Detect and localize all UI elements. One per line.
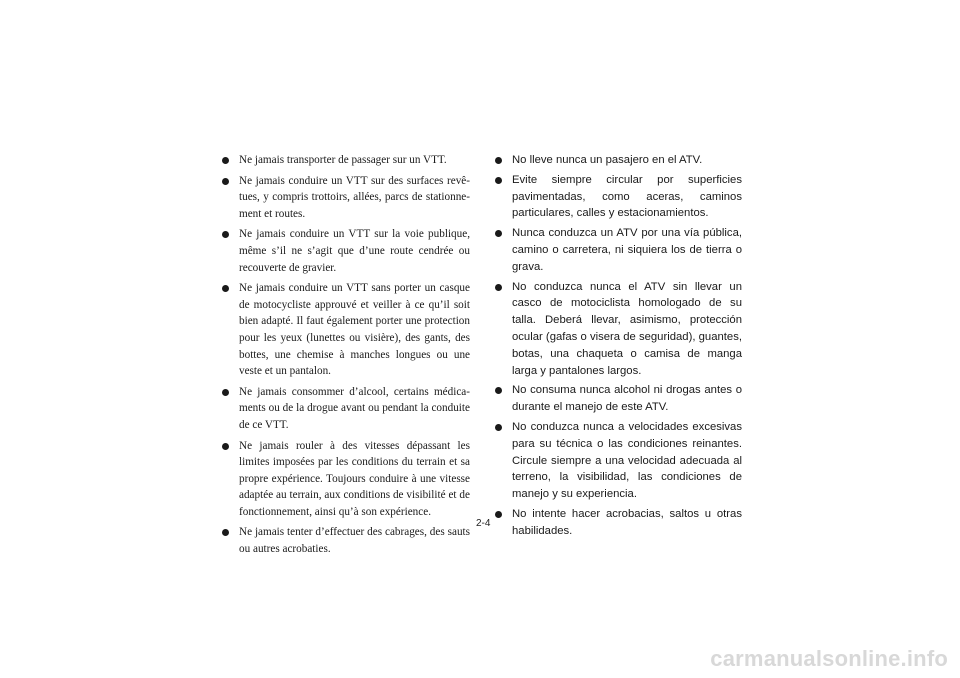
- list-item: [495, 172, 742, 222]
- list-item-text: Ne jamais conduire un VTT sans porter un casque de motocycliste approuvé et veiller à ce qu’il soit bien adapté. Il faut également porter une protection pour les yeux (lunettes ou visière), des gants, des bottes, une chemise à manches longues ou une veste et un pantalon.: [239, 282, 470, 378]
- bullet-icon: [495, 387, 502, 394]
- list-item-text: Ne jamais tenter d’effectuer des cabrages, des sauts ou autres acrobaties.: [239, 526, 470, 556]
- list-item: [222, 438, 470, 521]
- bullet-icon: [495, 157, 502, 164]
- list-item: [222, 226, 470, 276]
- bullet-icon: [495, 511, 502, 518]
- list-item: [222, 152, 470, 169]
- list-item-text: Ne jamais conduire un VTT sur des surfaces revêtues, y compris trottoirs, allées, parcs de stationnement et routes.: [239, 174, 470, 220]
- bullet-icon: [222, 443, 229, 450]
- bullet-icon: [222, 157, 229, 164]
- list-item-text: Ne jamais transporter de passager sur un VTT.: [239, 154, 447, 166]
- spanish-warning-list: [495, 152, 742, 540]
- bullet-icon: [222, 285, 229, 292]
- bullet-icon: [495, 284, 502, 291]
- list-item-text: No conduzca nunca a velocidades excesivas para su técnica o las condiciones reinantes. Circule siempre a una velocidad adecuada al terreno, la visibilidad, las condiciones de manejo y su experiencia.: [512, 420, 742, 501]
- watermark: carmanualsonline.info: [710, 646, 948, 671]
- list-item: [495, 279, 742, 380]
- list-item-text: No intente hacer acrobacias, saltos u otras habilidades.: [512, 507, 742, 537]
- list-item: [495, 382, 742, 416]
- bullet-icon: [222, 178, 229, 185]
- list-item: [495, 506, 742, 540]
- bullet-icon: [222, 231, 229, 238]
- list-item-text: No lleve nunca un pasajero en el ATV.: [512, 154, 703, 166]
- list-item: [495, 419, 742, 503]
- bullet-icon: [495, 177, 502, 184]
- bullet-icon: [222, 529, 229, 536]
- spanish-column: [495, 152, 742, 543]
- bullet-icon: [222, 389, 229, 396]
- list-item-text: No conduzca nunca el ATV sin llevar un casco de motociclista homologado de su talla. Deberá llevar, asimismo, protección ocular (gafas o visera de seguridad), guantes, botas, una chaqueta o camisa de manga larga y pantalones largos.: [512, 280, 742, 377]
- page-number: 2-4: [476, 518, 491, 529]
- french-warning-list: [222, 152, 470, 558]
- list-item-text: No consuma nunca alcohol ni drogas antes o durante el manejo de este ATV.: [512, 384, 742, 414]
- list-item-text: Ne jamais consommer d’alcool, certains médicaments ou de la drogue avant ou pendant la conduite de ce VTT.: [239, 385, 470, 431]
- list-item: [495, 152, 742, 169]
- list-item-text: Evite siempre circular por superficies pavimentadas, como aceras, caminos particulares, calles y estacionamientos.: [512, 173, 742, 220]
- list-item-text: Ne jamais rouler à des vitesses dépassant les limites imposées par les conditions du terrain et sa propre expérience. Toujours conduire à une vitesse adaptée au terrain, aux conditions de visibilité et de fonctionnement, ainsi qu’à son expérience.: [239, 439, 470, 518]
- list-item: [222, 384, 470, 434]
- list-item: [222, 173, 470, 223]
- french-column: [222, 152, 470, 562]
- bullet-icon: [495, 230, 502, 237]
- bullet-icon: [495, 424, 502, 431]
- list-item: [222, 280, 470, 380]
- list-item: [222, 524, 470, 557]
- list-item: [495, 225, 742, 275]
- list-item-text: Nunca conduzca un ATV por una vía pública, camino o carretera, ni siquiera los de tierra o grava.: [512, 227, 742, 273]
- list-item-text: Ne jamais conduire un VTT sur la voie publique, même s’il ne s’agit que d’une route cendrée ou recouverte de gravier.: [239, 228, 470, 274]
